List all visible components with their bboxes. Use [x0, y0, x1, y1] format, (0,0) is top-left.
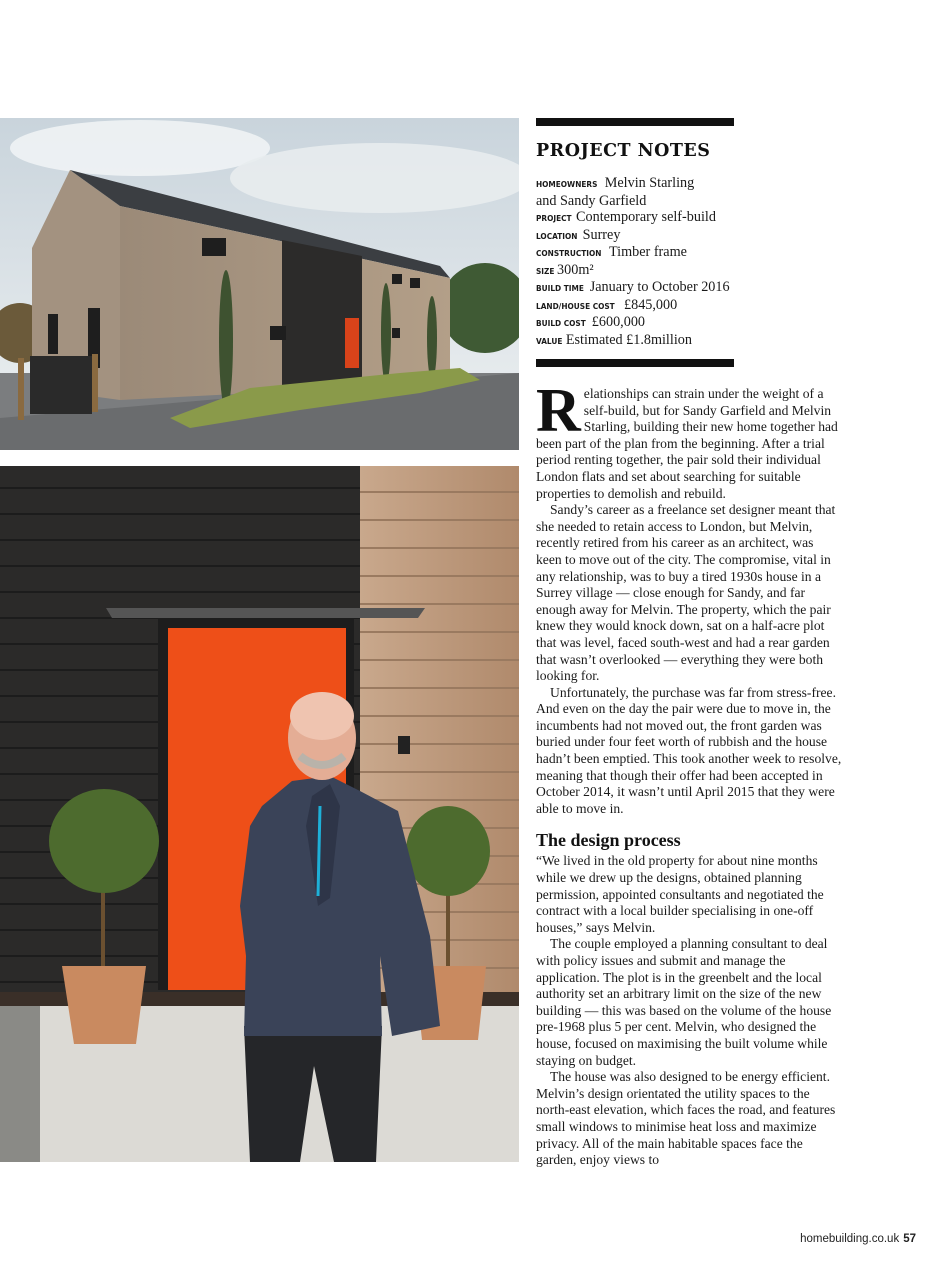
note-value: VALUE Estimated £1.8million — [536, 331, 692, 348]
notes-bottom-rule — [536, 359, 734, 367]
note-homeowners: HOMEOWNERS Melvin Starling — [536, 175, 695, 191]
article-paragraph: Relationships can strain under the weight of a self-build, but for Sandy Garfield and Melvin Starling, building their new home together had been part of the plan from the beginning. After a trial period renting together, the pair sold their individual London flats and set about searching for suitable properties to demolish and rebuild. — [536, 377, 838, 501]
article-paragraph: Sandy’s career as a freelance set designer meant that she needed to retain access to London, but Melvin, recently retired from his career as an architect, was keen to move out of the city. The compromise, vital in any relationship, was to buy a tired 1930s house in a Surrey village — close enough for Sandy, and far enough away for Melvin. The property, which the pair knew they would knock down, sat on a half-acre plot that was level, faced south-west and had a rear garden that wasn’t overlooked — everything they were both looking for. — [536, 502, 836, 684]
project-notes-box — [536, 118, 734, 367]
note-size: SIZE 300m² — [536, 261, 594, 278]
page-footer — [800, 1233, 916, 1245]
article-paragraph: Unfortunately, the purchase was far from stress-free. And even on the day the pair were due to move in, the incumbents had not moved out, the front garden was buried under four feet worth of rubbish and the house hadn’t been emptied. This took another week to resolve, meaning that though their offer had been accepted in October 2014, it wasn’t until April 2015 that they were able to move in. — [536, 684, 842, 816]
note-project: PROJECT Contemporary self-build — [536, 209, 716, 225]
note-build-cost: BUILD COST £600,000 — [536, 314, 645, 330]
footer-site: homebuilding.co.uk — [800, 1233, 900, 1245]
notes-title: PROJECT NOTES — [536, 141, 711, 161]
page-number: 57 — [903, 1233, 916, 1245]
drop-cap: R — [536, 377, 581, 445]
note-homeowners-continued: and Sandy Garfield — [536, 192, 647, 209]
article-paragraph: “We lived in the old property for about nine months while we drew up the designs, obtained planning permission, appointed consultants and negotiated the contract with a local builder specialising in one-off houses,” says Melvin. — [536, 853, 824, 935]
note-build-time: BUILD TIME January to October 2016 — [536, 279, 730, 295]
note-location: LOCATION Surrey — [536, 226, 621, 243]
article-paragraph: The couple employed a planning consultant to deal with policy issues and submit and manage the application. The plot is in the greenbelt and the local authority set an arbitrary limit on the size of the new building — this was based on the volume of the house pre-1968 plus 5 per cent. Melvin, who designed the house, focused on maximising the built volume while staying on budget. — [536, 936, 832, 1068]
house-exterior-photo — [0, 118, 519, 450]
homeowner-portrait-photo — [0, 466, 519, 1162]
article-paragraph: The house was also designed to be energy efficient. Melvin’s design orientated the utility spaces to the north-east elevation, which faces the road, and features small windows to minimise heat loss and maximize privacy. All of the main habitable spaces face the garden, enjoy views to — [536, 1069, 836, 1168]
notes-list — [536, 175, 734, 349]
notes-top-rule — [536, 118, 734, 126]
article-body — [536, 377, 842, 1169]
section-subheading: The design process — [536, 830, 681, 851]
note-land-house-cost: LAND/HOUSE COST £845,000 — [536, 296, 678, 313]
note-construction: CONSTRUCTION Timber frame — [536, 244, 687, 260]
